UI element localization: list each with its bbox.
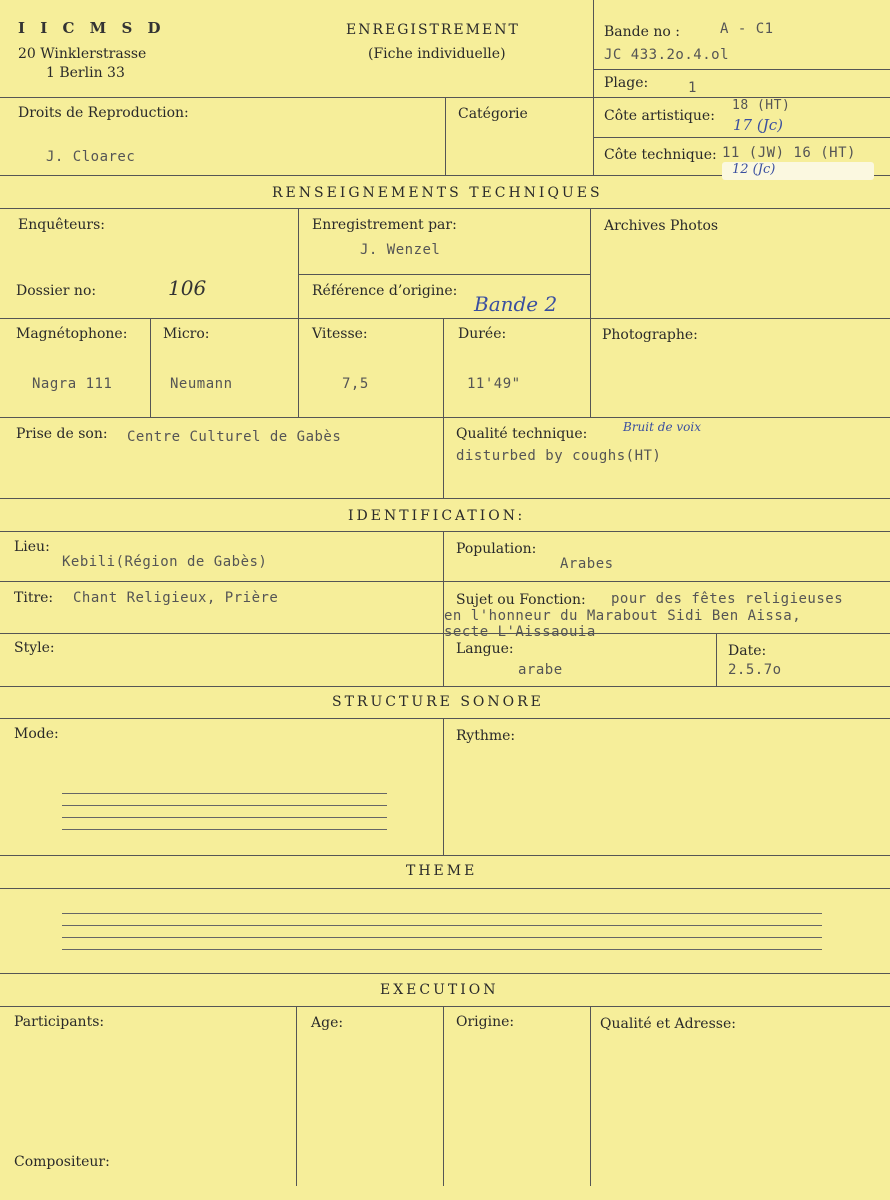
magnetophone-value: Nagra 111 (32, 376, 113, 392)
divider (443, 318, 444, 418)
form-subtitle: (Fiche individuelle) (368, 46, 506, 62)
ruled-line (62, 817, 387, 818)
micro-value: Neumann (170, 376, 233, 392)
dossier-value: 106 (168, 276, 207, 300)
divider (0, 581, 890, 582)
prise-de-son-label: Prise de son: (16, 426, 108, 442)
enregistrement-par-value: J. Wenzel (360, 242, 441, 258)
ruled-line (62, 829, 387, 830)
cote-artistique-value-2: 17 (Jc) (733, 116, 783, 134)
ruled-line (62, 805, 387, 806)
divider (298, 208, 299, 418)
archives-photos-label: Archives Photos (604, 218, 719, 234)
bande-ref-value: JC 433.2o.4.ol (604, 47, 730, 63)
date-value: 2.5.7o (728, 662, 782, 678)
divider (590, 1006, 591, 1186)
dossier-label: Dossier no: (16, 283, 97, 299)
cote-artistique-value-1: 18 (HT) (732, 98, 791, 113)
duree-label: Durée: (458, 326, 507, 342)
divider (0, 855, 890, 856)
age-label: Age: (311, 1015, 344, 1031)
population-label: Population: (456, 541, 537, 557)
plage-value: 1 (688, 80, 697, 96)
photographe-label: Photographe: (602, 327, 698, 343)
titre-label: Titre: (14, 590, 54, 606)
divider (298, 274, 590, 275)
duree-value: 11'49" (467, 376, 521, 392)
section-title-tech: RENSEIGNEMENTS TECHNIQUES (272, 185, 603, 201)
magnetophone-label: Magnétophone: (16, 326, 128, 342)
sujet-value-1: pour des fêtes religieuses (611, 591, 844, 607)
cote-artistique-label: Côte artistique: (604, 108, 715, 124)
lieu-label: Lieu: (14, 539, 50, 555)
section-title-structure: STRUCTURE SONORE (332, 694, 544, 710)
origine-label: Origine: (456, 1014, 515, 1030)
date-label: Date: (728, 643, 767, 659)
divider (0, 718, 890, 719)
enregistrement-par-label: Enregistrement par: (312, 217, 457, 233)
rythme-label: Rythme: (456, 728, 516, 744)
divider (0, 1006, 890, 1007)
langue-label: Langue: (456, 641, 514, 657)
cote-technique-value-2: 12 (Jc) (732, 162, 776, 177)
ruled-line (62, 925, 822, 926)
divider (593, 69, 890, 70)
population-value: Arabes (560, 556, 614, 572)
prise-de-son-value: Centre Culturel de Gabès (127, 429, 342, 445)
divider (0, 97, 593, 98)
qualite-technique-value: disturbed by coughs(HT) (456, 448, 662, 464)
qualite-technique-label: Qualité technique: (456, 426, 588, 442)
langue-value: arabe (518, 662, 563, 678)
divider (0, 318, 890, 319)
divider (443, 1006, 444, 1186)
divider (0, 973, 890, 974)
bande-no-value: A - C1 (720, 21, 774, 37)
divider (0, 208, 890, 209)
divider (0, 888, 890, 889)
compositeur-label: Compositeur: (14, 1154, 110, 1170)
divider (716, 633, 717, 686)
lieu-value: Kebili(Région de Gabès) (62, 554, 268, 570)
divider (443, 718, 444, 856)
ruled-line (62, 913, 822, 914)
section-title-execution: EXECUTION (380, 982, 499, 998)
mode-label: Mode: (14, 726, 59, 742)
divider (0, 531, 890, 532)
sujet-value-3: secte L'Aissaouia (444, 624, 596, 640)
ruled-line (62, 937, 822, 938)
sujet-value-2: en l'honneur du Marabout Sidi Ben Aissa, (444, 608, 802, 624)
org-logo: I I C M S D (18, 19, 166, 37)
divider (0, 498, 890, 499)
address-line-1: 20 Winklerstrasse (18, 46, 147, 62)
divider (445, 97, 446, 175)
titre-value: Chant Religieux, Prière (73, 590, 279, 606)
divider (443, 417, 444, 499)
categorie-label: Catégorie (458, 106, 528, 122)
sujet-label: Sujet ou Fonction: (456, 592, 586, 608)
micro-label: Micro: (163, 326, 210, 342)
vitesse-label: Vitesse: (312, 326, 368, 342)
address-line-2: 1 Berlin 33 (46, 65, 125, 81)
qualite-adresse-label: Qualité et Adresse: (600, 1016, 736, 1032)
ruled-line (62, 949, 822, 950)
section-title-theme: THEME (406, 863, 478, 879)
reference-value: Bande 2 (474, 292, 558, 316)
divider (0, 686, 890, 687)
style-label: Style: (14, 640, 55, 656)
divider (150, 318, 151, 418)
enqueteurs-label: Enquêteurs: (18, 217, 106, 233)
divider (593, 0, 594, 175)
droits-label: Droits de Reproduction: (18, 105, 189, 121)
plage-label: Plage: (604, 75, 649, 91)
form-title: ENREGISTREMENT (346, 22, 520, 38)
reference-label: Référence d’origine: (312, 283, 458, 299)
bande-no-label: Bande no : (604, 24, 680, 40)
droits-value: J. Cloarec (46, 149, 136, 165)
divider (296, 1006, 297, 1186)
cote-technique-value-1: 11 (JW) 16 (HT) (722, 145, 856, 161)
vitesse-value: 7,5 (342, 376, 369, 392)
divider (590, 208, 591, 418)
ruled-line (62, 793, 387, 794)
section-title-identification: IDENTIFICATION: (348, 508, 526, 524)
divider (0, 417, 890, 418)
qualite-technique-handwritten: Bruit de voix (623, 420, 701, 434)
divider (593, 137, 890, 138)
cote-technique-label: Côte technique: (604, 147, 717, 163)
participants-label: Participants: (14, 1014, 105, 1030)
